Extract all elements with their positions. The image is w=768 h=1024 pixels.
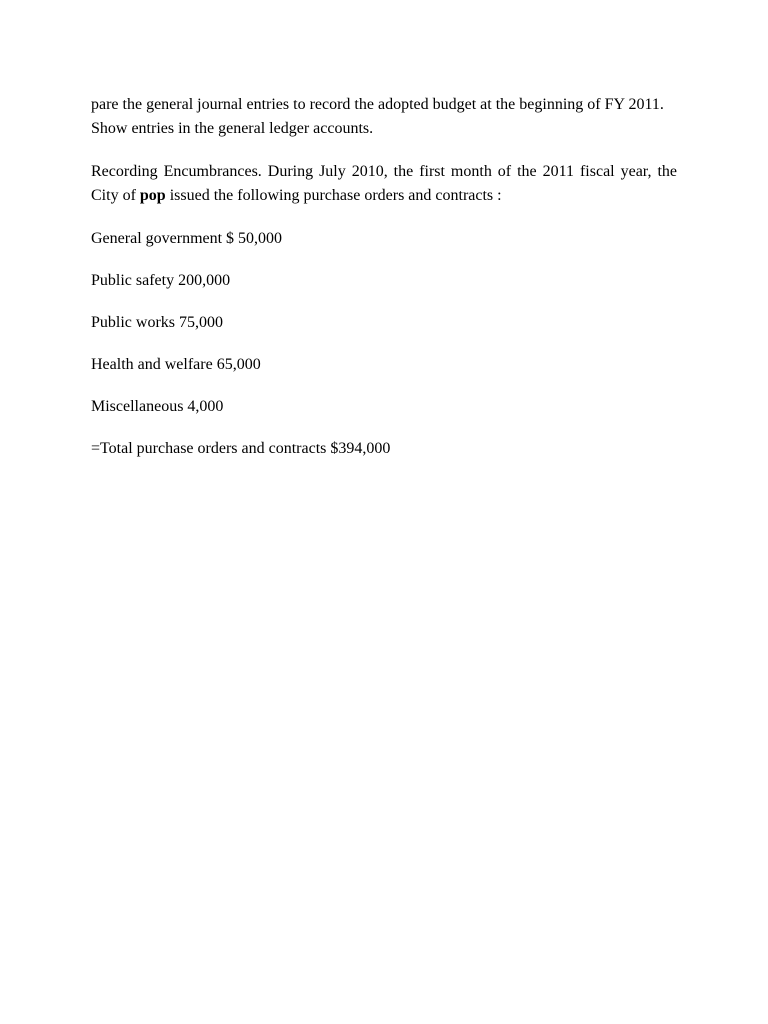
list-item-miscellaneous: Miscellaneous 4,000 [91, 398, 224, 415]
encumbrance-paragraph [91, 160, 677, 208]
list-item-general-government: General government $ 50,000 [91, 230, 283, 247]
encumbrance-text-start: Recording Encumbrances. During July 2010, the first month of the 2011 fiscal year, the City of [91, 163, 677, 204]
list-item-health-welfare: Health and welfare 65,000 [91, 356, 261, 373]
list-item-public-safety: Public safety 200,000 [91, 272, 231, 289]
total-line: =Total purchase orders and contracts $394,000 [91, 440, 391, 457]
intro-paragraph: pare the general journal entries to record the adopted budget at the beginning of FY 2011. Show entries in the general ledger accounts. [91, 96, 664, 137]
encumbrance-text-end: issued the following purchase orders and contracts : [165, 187, 502, 204]
city-name-bold: pop [139, 187, 166, 204]
list-item-public-works: Public works 75,000 [91, 314, 223, 331]
